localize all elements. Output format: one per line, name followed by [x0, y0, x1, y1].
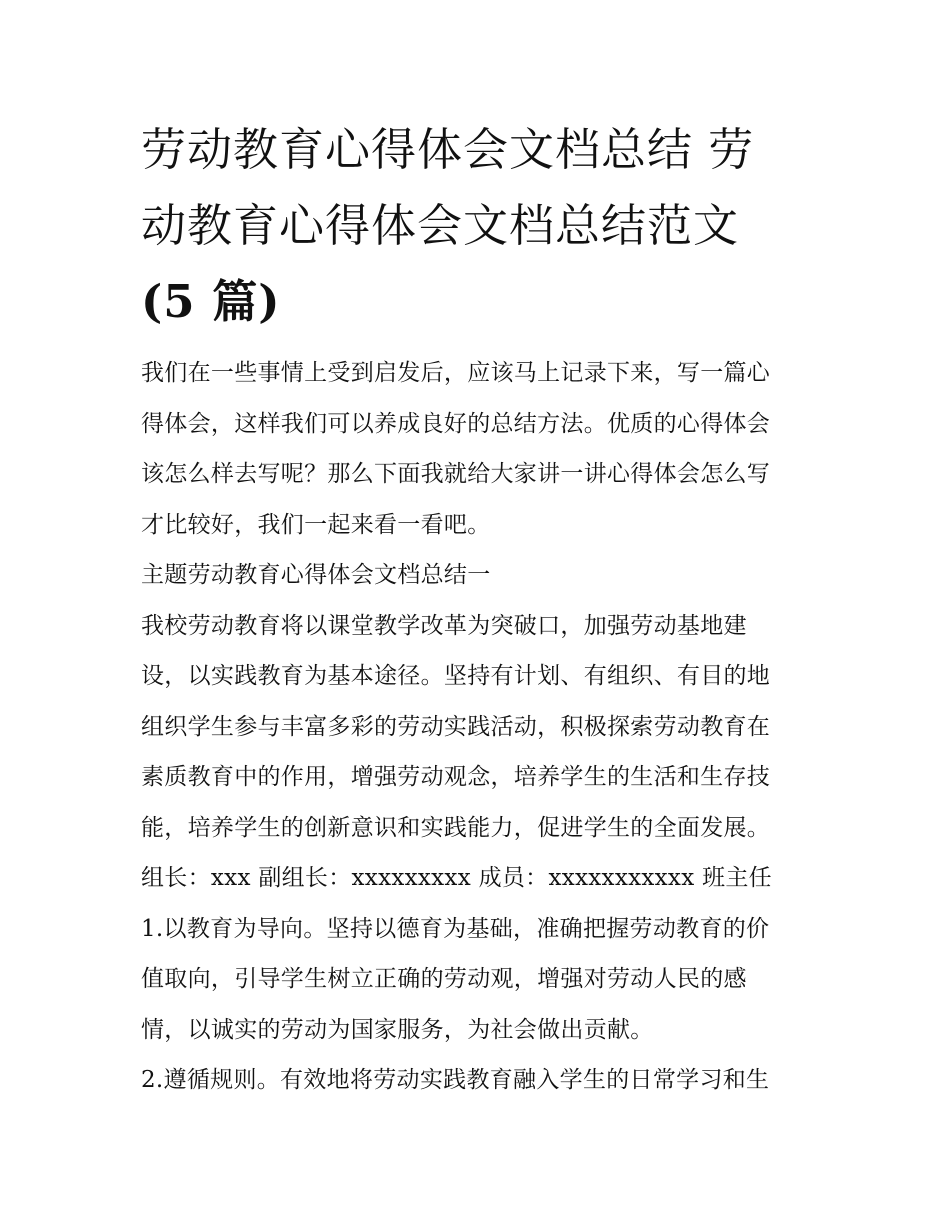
- text-line: 才比较好，我们一起来看一看吧。: [141, 511, 491, 538]
- document-content: [141, 112, 813, 1106]
- text-line: 素质教育中的作用，增强劳动观念，培养学生的生活和生存技: [141, 764, 771, 790]
- text-line: 得体会，这样我们可以养成良好的总结方法。优质的心得体会: [141, 410, 771, 437]
- text-line: 该怎么样去写呢？那么下面我就给大家讲一讲心得体会怎么写: [141, 461, 771, 487]
- text-line: 2.遵循规则。有效地将劳动实践教育融入学生的日常学习和生: [141, 1067, 770, 1093]
- title-line: 动教育心得体会文档总结范文: [141, 199, 740, 252]
- title-line: 劳动教育心得体会文档总结 劳: [141, 123, 755, 176]
- text-line: 值取向，引导学生树立正确的劳动观，增强对劳动人民的感: [141, 966, 747, 992]
- text-line: 1.以教育为导向。坚持以德育为基础，准确把握劳动教育的价: [141, 915, 770, 942]
- text-line: 组长：xxx 副组长：xxxxxxxxx 成员：xxxxxxxxxxx 班主任: [141, 865, 772, 891]
- title-line: (5 篇): [141, 275, 281, 328]
- document-body: [141, 348, 813, 1106]
- text-line: 我们在一些事情上受到启发后，应该马上记录下来，写一篇心: [141, 360, 771, 386]
- text-line: 组织学生参与丰富多彩的劳动实践活动，积极探索劳动教育在: [141, 713, 771, 740]
- text-line: 情，以诚实的劳动为国家服务，为社会做出贡献。: [141, 1016, 654, 1043]
- section-heading: 主题劳动教育心得体会文档总结一: [141, 562, 491, 588]
- document-title: [141, 112, 813, 340]
- text-line: 能，培养学生的创新意识和实践能力，促进学生的全面发展。: [141, 814, 771, 841]
- text-line: 设，以实践教育为基本途径。坚持有计划、有组织、有目的地: [141, 663, 771, 689]
- text-line: 我校劳动教育将以课堂教学改革为突破口，加强劳动基地建: [141, 612, 747, 639]
